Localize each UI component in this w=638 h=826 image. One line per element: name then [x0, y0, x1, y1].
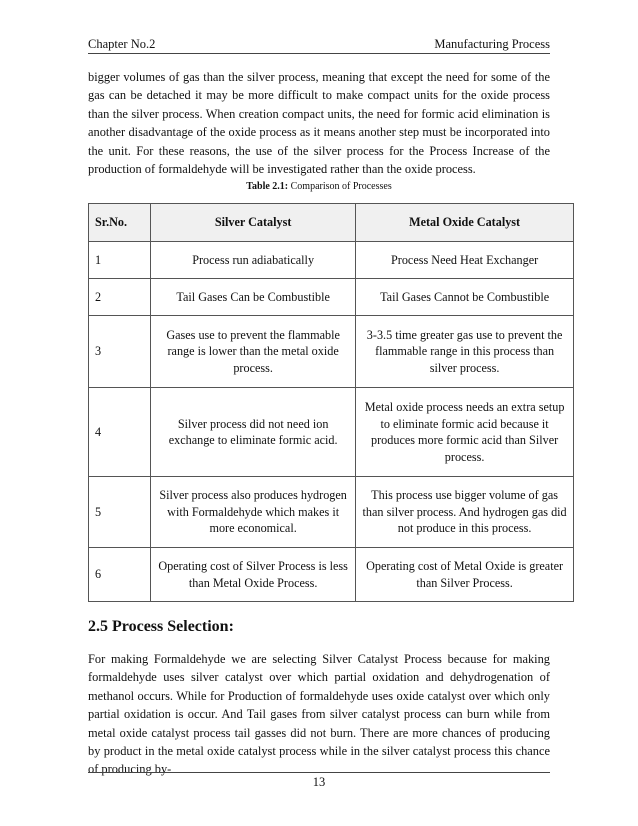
table-row: [89, 477, 574, 548]
silver-cell: Process run adiabatically: [151, 242, 356, 279]
intro-paragraph: bigger volumes of gas than the silver process, meaning that except the need for some of the gas can be detached it may be more difficult to make compact units for the oxide process than the silver process. When creation compact units, the need for formic acid elimination is another disadvantage of the oxide process as it means another step must be incorporated into the unit. For these reasons, the use of the silver process for the Process Increase of the production of formaldehyde will be investigated rather than the oxide process.: [88, 70, 550, 177]
page-number: 13: [312, 775, 326, 789]
header-sr-no: Sr.No.: [89, 204, 151, 242]
oxide-cell: This process use bigger volume of gas than silver process. And hydrogen gas did not produce in this process.: [356, 477, 574, 548]
silver-cell: Operating cost of Silver Process is less than Metal Oxide Process.: [151, 548, 356, 602]
silver-cell: Silver process did not need ion exchange to eliminate formic acid.: [151, 388, 356, 477]
header-silver-catalyst: Silver Catalyst: [151, 204, 356, 242]
table-header-row: [89, 204, 574, 242]
table-row: [89, 316, 574, 388]
row-number: 5: [89, 477, 151, 548]
silver-cell: Tail Gases Can be Combustible: [151, 279, 356, 316]
table-row: [89, 279, 574, 316]
oxide-cell: Operating cost of Metal Oxide is greater than Silver Process.: [356, 548, 574, 602]
row-number: 2: [89, 279, 151, 316]
page-header: [88, 36, 550, 54]
table-row: [89, 548, 574, 602]
row-number: 4: [89, 388, 151, 477]
row-number: 3: [89, 316, 151, 388]
oxide-cell: Process Need Heat Exchanger: [356, 242, 574, 279]
table-caption-label: Table 2.1:: [246, 181, 289, 192]
silver-cell: Silver process also produces hydrogen with Formaldehyde which makes it more economical.: [151, 477, 356, 548]
oxide-cell: 3-3.5 time greater gas use to prevent the flammable range in this process than silver process.: [356, 316, 574, 388]
oxide-cell: Tail Gases Cannot be Combustible: [356, 279, 574, 316]
row-number: 1: [89, 242, 151, 279]
chapter-title: Manufacturing Process: [434, 37, 550, 51]
table-row: [89, 388, 574, 477]
table-caption-text: Comparison of Processes: [290, 181, 392, 192]
header-metal-oxide-catalyst: Metal Oxide Catalyst: [356, 204, 574, 242]
silver-cell: Gases use to prevent the flammable range is lower than the metal oxide process.: [151, 316, 356, 388]
row-number: 6: [89, 548, 151, 602]
table-row: [89, 242, 574, 279]
table-caption: [88, 180, 550, 194]
oxide-cell: Metal oxide process needs an extra setup to eliminate formic acid because it produces more formic acid than Silver process.: [356, 388, 574, 477]
footer-divider: [88, 772, 550, 773]
comparison-table: [88, 203, 574, 602]
section-title: 2.5 Process Selection:: [88, 618, 234, 635]
chapter-label: Chapter No.2: [88, 37, 156, 51]
section-paragraph: For making Formaldehyde we are selecting Silver Catalyst Process because for making formaldehyde uses silver catalyst over which partial oxidation and dehydrogenation of methanol occurs. While for Production of formaldehyde uses oxide catalyst over which only partial oxidation is occur. And Tail gases from silver catalyst process can burn while from metal oxide catalyst process tail gasses did not burn. There are more chances of producing by product in the metal oxide catalyst process while in the silver catalyst process this chance of producing by-: [88, 652, 550, 777]
